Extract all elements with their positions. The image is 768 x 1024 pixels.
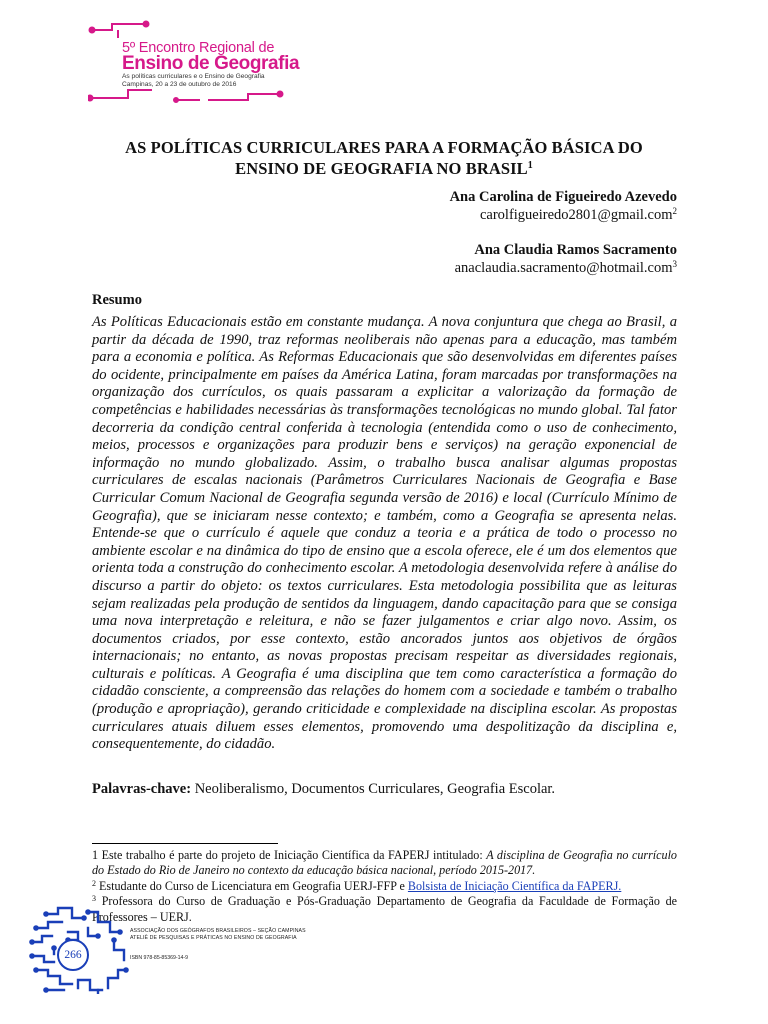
author-2-email bbox=[450, 259, 677, 277]
footnote-1-text: Este trabalho é parte do projeto de Iniciação Científica da FAPERJ intitulado: bbox=[101, 848, 483, 862]
page-number: 266 bbox=[64, 949, 82, 961]
association-name bbox=[130, 928, 306, 942]
keywords-values: Neoliberalismo, Documentos Curriculares, Geografia Escolar. bbox=[194, 781, 556, 797]
keywords bbox=[92, 781, 555, 798]
footnote-1-mark: 1 bbox=[92, 848, 99, 862]
title-footnote-mark: 1 bbox=[527, 160, 533, 171]
event-logo bbox=[88, 20, 300, 106]
footnote-3-mark: 3 bbox=[92, 894, 96, 904]
abstract-text: As Políticas Educacionais estão em constante mudança. A nova conjuntura que chega ao Brasil, a partir da década de 1990, traz reformas neoliberais não apenas para a educação, mas também para a economia e política. As Reformas Educacionais que são desenvolvidas em diferentes países do ocidente, principalmente em países da América Latina, foram marcadas por transformações na organização dos currículos, os quais passaram a explicitar a valorização da formação de competências e habilidades necessárias às transformações tecnológicas no mundo global. Tal fator decorreria da condição central conferida à tecnologia (entendida como o uso de conhecimento, meios, processos e organizações para produzir bens e serviços) na geração exponencial de informação no mundo globalizado. Assim, o trabalho busca analisar algumas propostas curriculares de escalas nacionais (Parâmetros Curriculares Nacionais de Geografia e Base Curricular Comum Nacional de Geografia segunda versão de 2016) e local (Currículo Mínimo de Geografia), que se iniciaram nesse contexto; e também, como a Geografia se apresenta nelas. Entende-se que o currículo é aquele que conduz a teoria e a prática de todo o processo no ambiente escolar e na dinâmica do tipo de ensino que a escola oferece, ele é um dos elementos que orienta toda a construção do conhecimento escolar. A metodologia desenvolvida refere à análise do discurso a partir do objeto: os textos curriculares. Esta metodologia possibilita que as leituras sejam realizadas pela produção de sentidos da linguagem, dando capacitação para que se consiga uma nova interpretação e releitura, e não se fazer julgamentos e criar algo novo. Assim, os documentos criados, por esse contexto, estão ancorados juntos aos objetivos de órgãos internacionais; no entanto, as novas propostas precisam respeitar as diversidades regionais, culturais e políticas. A Geografia é uma disciplina que tem como característica a formação do cidadão consciente, a compreensão das relações do homem com a sociedade e também o trabalho (produção e apropriação), gerando criticidade e complexidade na disciplina escolar. As propostas curriculares atuais diluem esses elementos, promovendo uma despolitização da disciplina e, consequentemente, do cidadão. bbox=[92, 314, 677, 753]
title-line-2-text: ENSINO DE GEOGRAFIA NO BRASIL bbox=[235, 159, 528, 178]
author-1-email bbox=[450, 206, 677, 224]
author-1-name: Ana Carolina de Figueiredo Azevedo bbox=[449, 189, 677, 205]
paper-title bbox=[92, 137, 676, 179]
author-1-mark: 2 bbox=[672, 206, 677, 216]
footnote-1 bbox=[92, 848, 677, 879]
author-2-mark: 3 bbox=[672, 259, 677, 269]
footnote-2-text: Estudante do Curso de Licenciatura em Geografia UERJ-FFP e bbox=[99, 878, 405, 893]
footnote-2 bbox=[92, 879, 677, 894]
author-2-name: Ana Claudia Ramos Sacramento bbox=[474, 242, 677, 258]
association-line-2: ATELIÊ DE PESQUISAS E PRÁTICAS NO ENSINO DE GEOGRAFIA bbox=[130, 935, 297, 941]
isbn: ISBN 978-85-85369-14-9 bbox=[130, 955, 188, 961]
abstract-heading: Resumo bbox=[92, 292, 142, 308]
footnote-2-link[interactable]: Bolsista de Iniciação Científica da FAPERJ. bbox=[407, 878, 622, 893]
title-line-1: AS POLÍTICAS CURRICULARES PARA A FORMAÇÃO BÁSICA DO bbox=[125, 138, 643, 157]
author-1-email-text: carolfigueiredo2801@gmail.com bbox=[479, 207, 673, 223]
footnote-1-italic: A disciplina de Geografia no currículo do Estado do Rio de Janeiro no contexto da educação básica nacional, período 2015-2017. bbox=[92, 848, 677, 878]
keywords-label: Palavras-chave: bbox=[92, 781, 192, 797]
association-line-1: ASSOCIAÇÃO DOS GEÓGRAFOS BRASILEIROS – SEÇÃO CAMPINAS bbox=[130, 928, 306, 934]
logo-line-2: Ensino de Geografia bbox=[122, 53, 300, 74]
logo-line-1: 5º Encontro Regional de bbox=[122, 40, 275, 56]
author-2-email-text: anaclaudia.sacramento@hotmail.com bbox=[454, 260, 673, 276]
logo-line-3: As políticas curriculares e o Ensino de Geografia bbox=[122, 73, 265, 80]
footnote-3-text: Professora do Curso de Graduação e Pós-Graduação Departamento de Geografia da Faculdade de Formação de Professores – UERJ. bbox=[92, 894, 677, 924]
title-line-2 bbox=[92, 158, 676, 179]
footnote-2-mark: 2 bbox=[92, 878, 96, 888]
logo-line-4: Campinas, 20 a 23 de outubro de 2016 bbox=[122, 81, 237, 88]
authors-block bbox=[450, 188, 677, 277]
footnote-rule bbox=[92, 843, 278, 844]
